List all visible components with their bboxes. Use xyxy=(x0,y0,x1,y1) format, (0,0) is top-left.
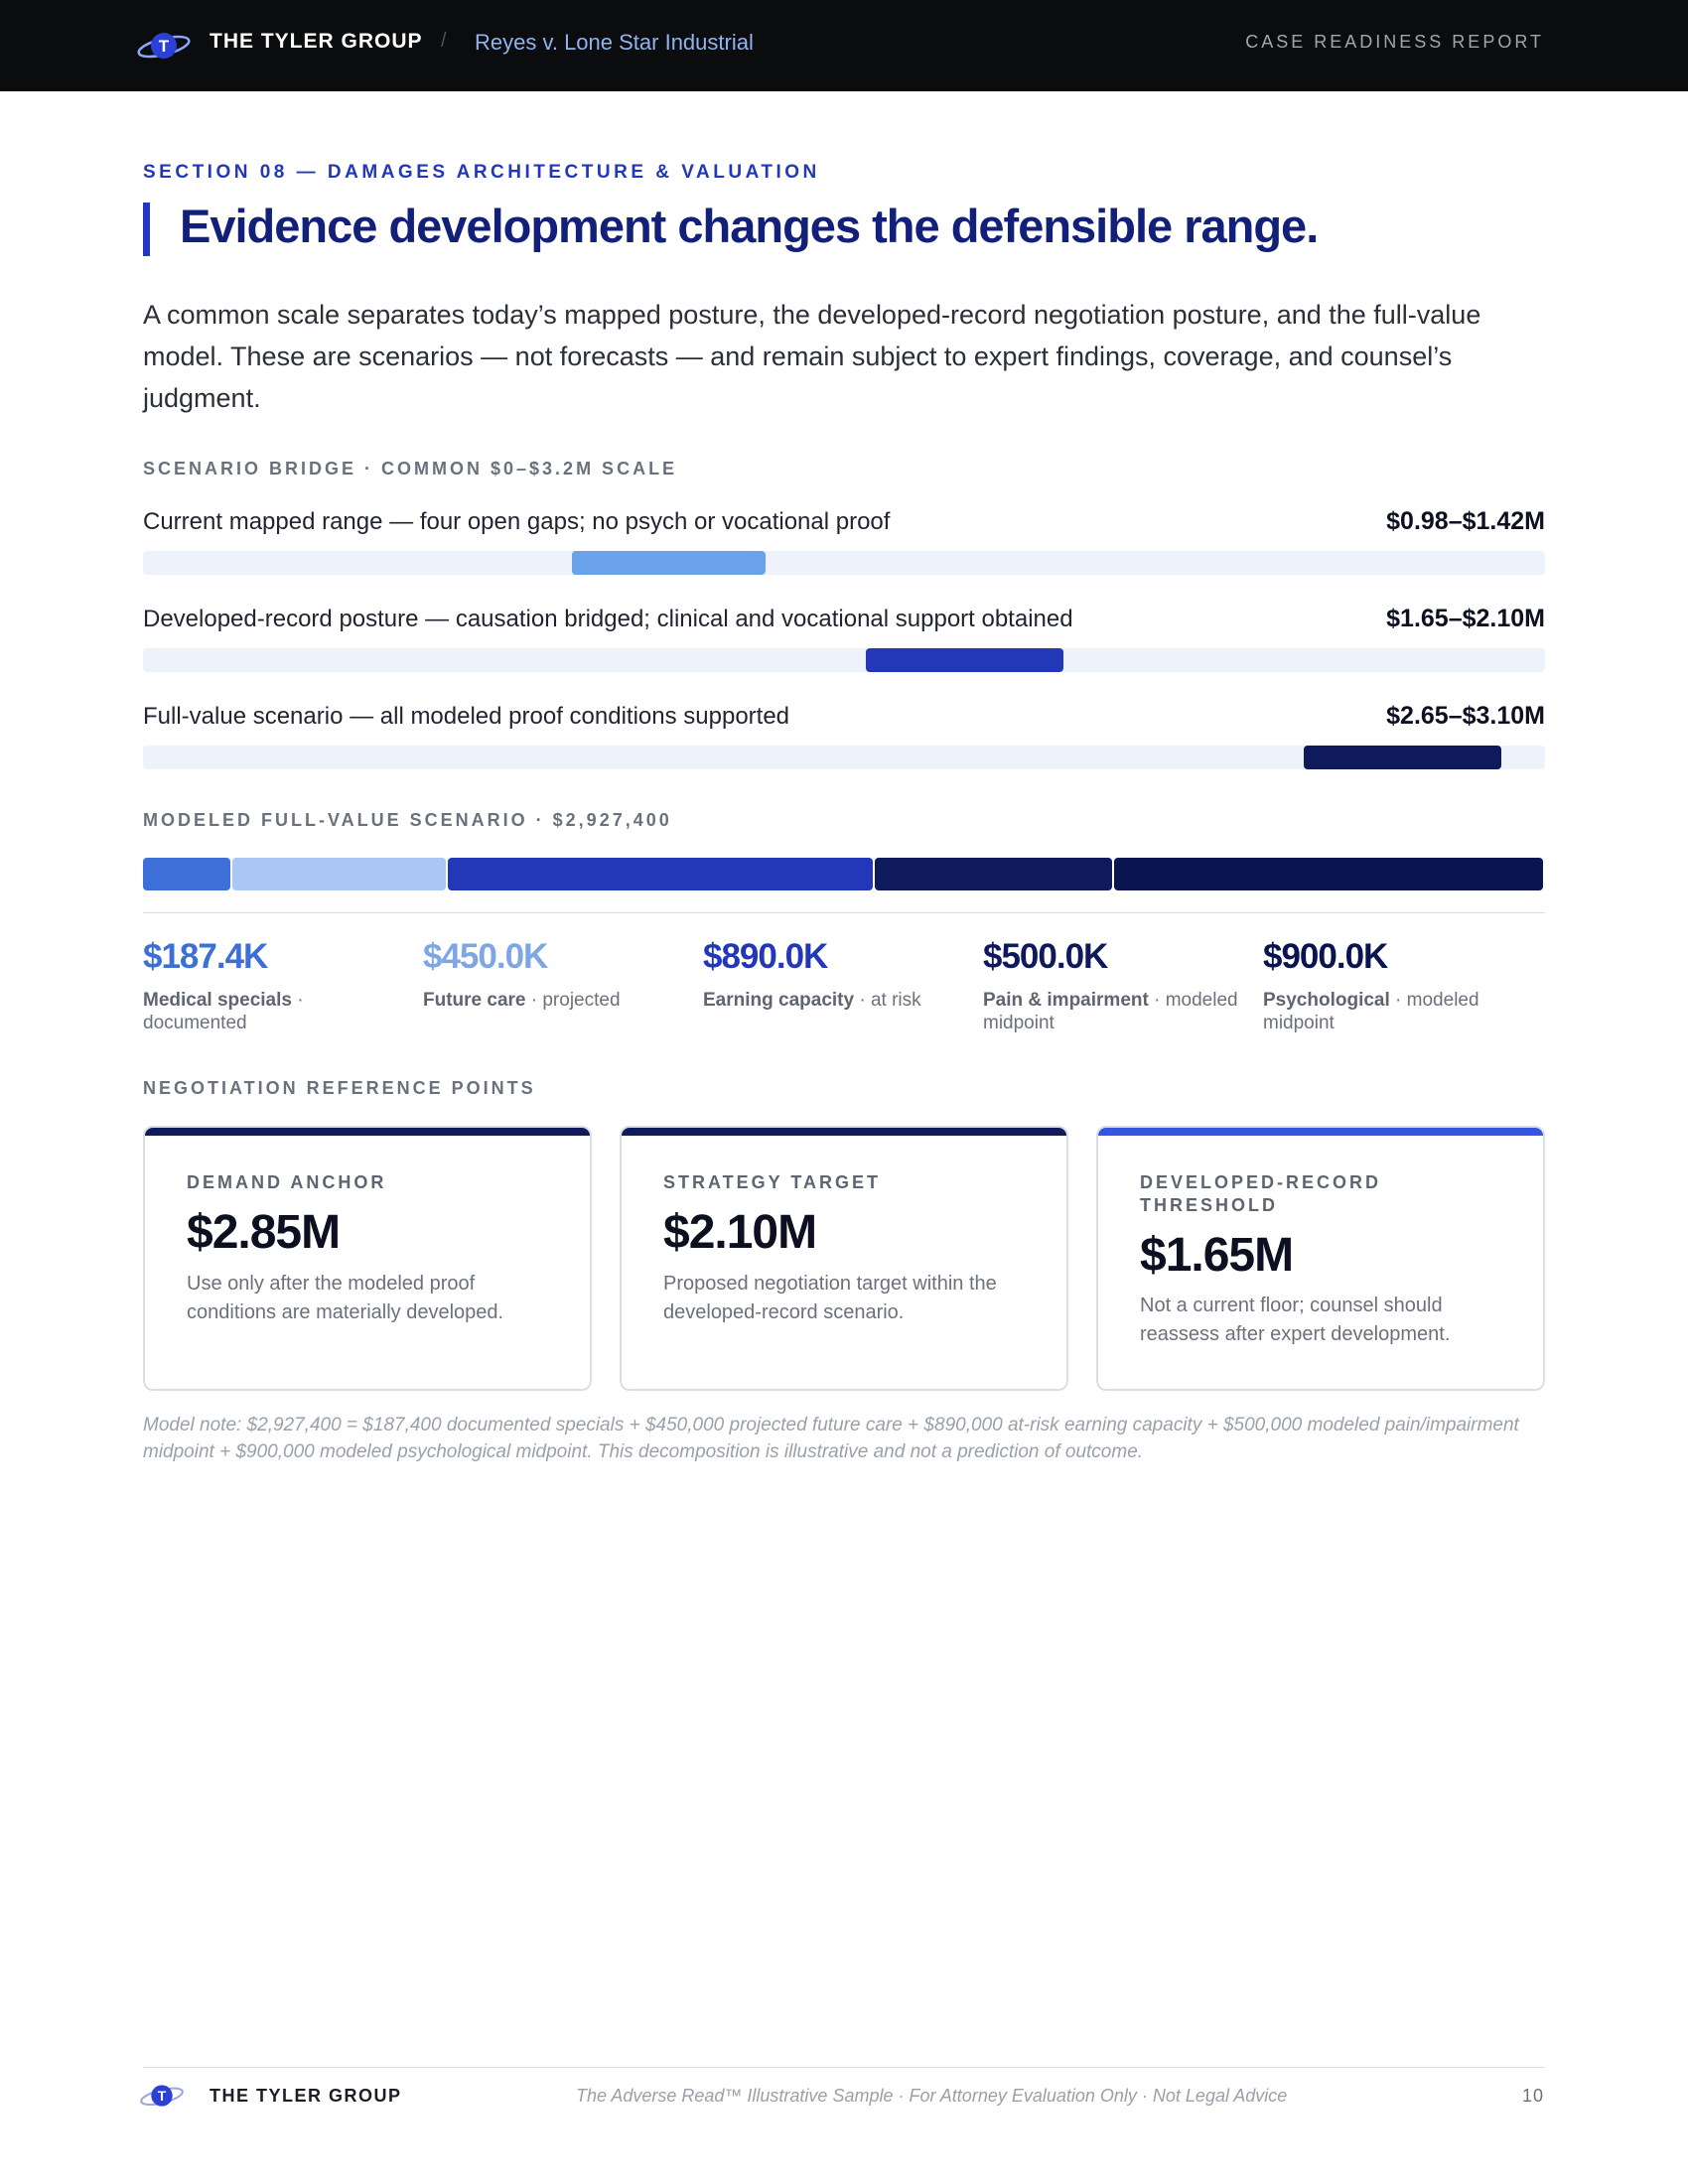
component-pain xyxy=(983,937,1251,1034)
component-value: $187.4K xyxy=(143,937,268,976)
svg-text:T: T xyxy=(157,2087,167,2104)
component-value: $450.0K xyxy=(423,937,548,976)
composition-stacked-bar xyxy=(143,858,1545,890)
card-demand-anchor xyxy=(143,1126,592,1391)
breadcrumb-separator: / xyxy=(441,30,447,52)
component-value: $500.0K xyxy=(983,937,1108,976)
svg-text:T: T xyxy=(158,37,170,56)
headline-accent-bar xyxy=(143,203,150,256)
scenario-bridge-title: SCENARIO BRIDGE · COMMON $0–$3.2M SCALE xyxy=(143,459,678,478)
tyler-group-logo-icon xyxy=(136,28,192,64)
component-value: $900.0K xyxy=(1263,937,1388,976)
card-amount: $2.10M xyxy=(663,1206,817,1259)
footer-disclaimer: The Adverse Read™ Illustrative Sample · For Attorney Evaluation Only · Not Legal Advice xyxy=(576,2086,1288,2106)
bridge-range-bar xyxy=(866,648,1063,672)
bridge-row-current xyxy=(143,508,1545,578)
card-kicker: DEVELOPED-RECORD THRESHOLD xyxy=(1140,1172,1382,1215)
page-title: Evidence development changes the defensible range. xyxy=(180,200,1319,252)
card-note: Not a current floor; counsel should reassess after expert development. xyxy=(1140,1295,1451,1345)
bridge-row-label: Current mapped range — four open gaps; no psych or vocational proof xyxy=(143,508,891,535)
card-kicker: DEMAND ANCHOR xyxy=(187,1172,387,1192)
bridge-row-value: $1.65–$2.10M xyxy=(1386,605,1545,632)
component-psych xyxy=(1263,937,1531,1034)
stack-segment-medical xyxy=(143,858,230,890)
negotiation-title: NEGOTIATION REFERENCE POINTS xyxy=(143,1078,536,1098)
stack-segment-psych xyxy=(1114,858,1543,890)
card-note: Use only after the modeled proof conditions are materially developed. xyxy=(187,1273,504,1323)
component-value: $890.0K xyxy=(703,937,828,976)
section-eyebrow: SECTION 08 — DAMAGES ARCHITECTURE & VALUATION xyxy=(143,162,820,183)
bridge-row-full-value xyxy=(143,703,1545,772)
stack-segment-future-care xyxy=(232,858,446,890)
composition-title: MODELED FULL-VALUE SCENARIO · $2,927,400 xyxy=(143,810,672,830)
bridge-track xyxy=(143,746,1545,769)
intro-paragraph: A common scale separates today’s mapped posture, the developed-record negotiation posture, and the full-value model. These are scenarios — not forecasts — and remain subject to expert findings, coverage, and counsel’s judgment. xyxy=(143,300,1481,413)
bridge-track xyxy=(143,648,1545,672)
card-note: Proposed negotiation target within the developed-record scenario. xyxy=(663,1273,997,1323)
bridge-row-label: Developed-record posture — causation bridged; clinical and vocational support obtained xyxy=(143,606,1073,632)
card-amount: $1.65M xyxy=(1140,1229,1294,1282)
component-desc: Future care · projected xyxy=(423,990,621,1011)
bridge-row-developed xyxy=(143,606,1545,675)
bridge-row-label: Full-value scenario — all modeled proof conditions supported xyxy=(143,703,790,730)
stack-segment-pain xyxy=(875,858,1112,890)
component-desc: Medical specials · documented xyxy=(143,990,304,1033)
bridge-row-value: $2.65–$3.10M xyxy=(1386,702,1545,730)
bridge-track xyxy=(143,551,1545,575)
component-desc: Psychological · modeled midpoint xyxy=(1263,990,1479,1033)
tyler-group-logo-icon xyxy=(139,2081,185,2111)
case-title: Reyes v. Lone Star Industrial xyxy=(475,30,754,55)
component-desc: Pain & impairment · modeled midpoint xyxy=(983,990,1238,1033)
footer-brand: THE TYLER GROUP xyxy=(210,2086,402,2106)
card-accent-bar xyxy=(622,1128,1066,1136)
card-accent-bar xyxy=(145,1128,590,1136)
card-accent-bar xyxy=(1098,1128,1543,1136)
component-medical xyxy=(143,937,411,1034)
card-kicker: STRATEGY TARGET xyxy=(663,1172,882,1192)
footer-divider xyxy=(143,2067,1545,2068)
card-amount: $2.85M xyxy=(187,1206,341,1259)
bridge-range-bar xyxy=(572,551,765,575)
bridge-row-value: $0.98–$1.42M xyxy=(1386,507,1545,535)
component-desc: Earning capacity · at risk xyxy=(703,990,921,1011)
top-bar xyxy=(0,0,1688,91)
divider xyxy=(143,912,1545,913)
report-label: CASE READINESS REPORT xyxy=(1245,32,1544,52)
component-earning xyxy=(703,937,971,1012)
page-number: 10 xyxy=(1521,2086,1544,2106)
card-developed-threshold xyxy=(1096,1126,1545,1391)
model-note: Model note: $2,927,400 = $187,400 documented specials + $450,000 projected future care + $890,000 at-risk earning capacity + $500,000 modeled pain/impairment midpoint + $900,000 modeled psychological midpoint. This decomposition is illustrative and not a prediction of outcome. xyxy=(143,1415,1519,1462)
component-future-care xyxy=(423,937,691,1012)
bridge-range-bar xyxy=(1304,746,1501,769)
brand-name: THE TYLER GROUP xyxy=(210,30,423,53)
card-strategy-target xyxy=(620,1126,1068,1391)
stack-segment-earning xyxy=(448,858,872,890)
